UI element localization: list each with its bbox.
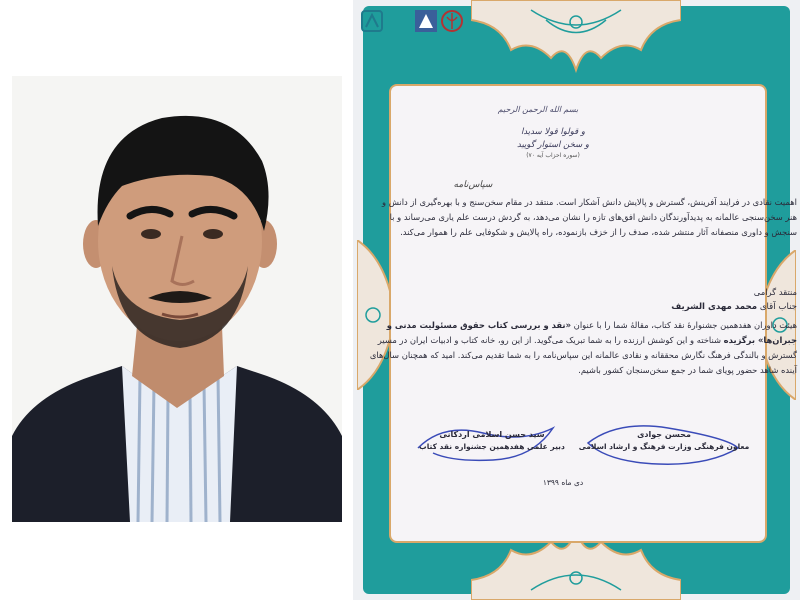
signatory-left-title: دبیر علمی هفدهمین جشنواره نقد کتاب [419,442,565,451]
salutation: منتقد گرامی [753,287,797,297]
verse-source: (سوره احزاب آیه ۷۰) [526,152,580,159]
house-of-book-logo [359,8,385,34]
portrait-illustration [12,76,342,522]
award-text-end: شناخته و این کوشش ارزنده را به شما تبریک می‌گوید. از این رو، خانه کتاب و ادبیات ایران در مسیر گسترش و بالندگی فرهنگ نگارش محققانه و نقادی عالمانه این سپاس‌نامه را به شما تقدیم می‌کند. امید که همچنان سال‌های آینده شاهد حضور پویای شما در جمع سخن‌سنجان کشور باشیم. [369,335,797,375]
emblem-icon [439,8,465,34]
certificate-scan [353,0,800,600]
verse-translation: و سخن استوار گویید [516,140,590,150]
logo-group [355,8,465,54]
top-ornament [471,0,681,90]
recipient-prefix: جناب آقای [759,302,797,312]
ministry-logo [413,8,439,34]
portrait-photo [12,76,342,522]
signatory-left-name: سید حسن اسلامی اردکانی [439,430,545,439]
award-text-start: هیئت داوران هفدهمین جشنوارهٔ نقد کتاب، مقالهٔ شما را با عنوان [571,320,797,330]
signatory-right-name: محسن جوادی [637,430,691,439]
certificate-heading: سپاس‌نامه [453,180,493,190]
recipient-name: محمد مهدی الشریف [671,302,758,312]
signatory-right-title: معاون فرهنگی وزارت فرهنگ و ارشاد اسلامی [578,442,750,451]
signatory-right [575,430,753,451]
intro-paragraph: اهمیت نقادی در فرایند آفرینش، گسترش و پالایش دانش آشکار است. منتقد در مقام سخن‌سنج و با بهره‌گیری از دانش و هنر سخن‌سنجی عالمانه به پدیدآورندگان دانش افق‌های تازه را نشان می‌دهد، به گردش درست علم یاری می‌رساند و با سنجش و داوری منصفانه آثار منتشر شده، صدف را از خزف بازنموده، راه پالایش و شکوفایی علم را هموار می‌کند. [381,197,797,237]
verse-arabic: و قولوا قولا سدیدا [520,127,586,137]
basmala: بسم الله الرحمن الرحیم [497,105,579,114]
award-paragraph [369,318,797,378]
recipient-line [369,302,797,312]
award-article-title: «نقد و بررسی کتاب حقوق مسئولیت مدنی و جبران‌ها» برگزیده [386,320,797,345]
signatory-left [417,430,567,451]
certificate-date: دی ماه ۱۳۹۹ [542,478,584,487]
